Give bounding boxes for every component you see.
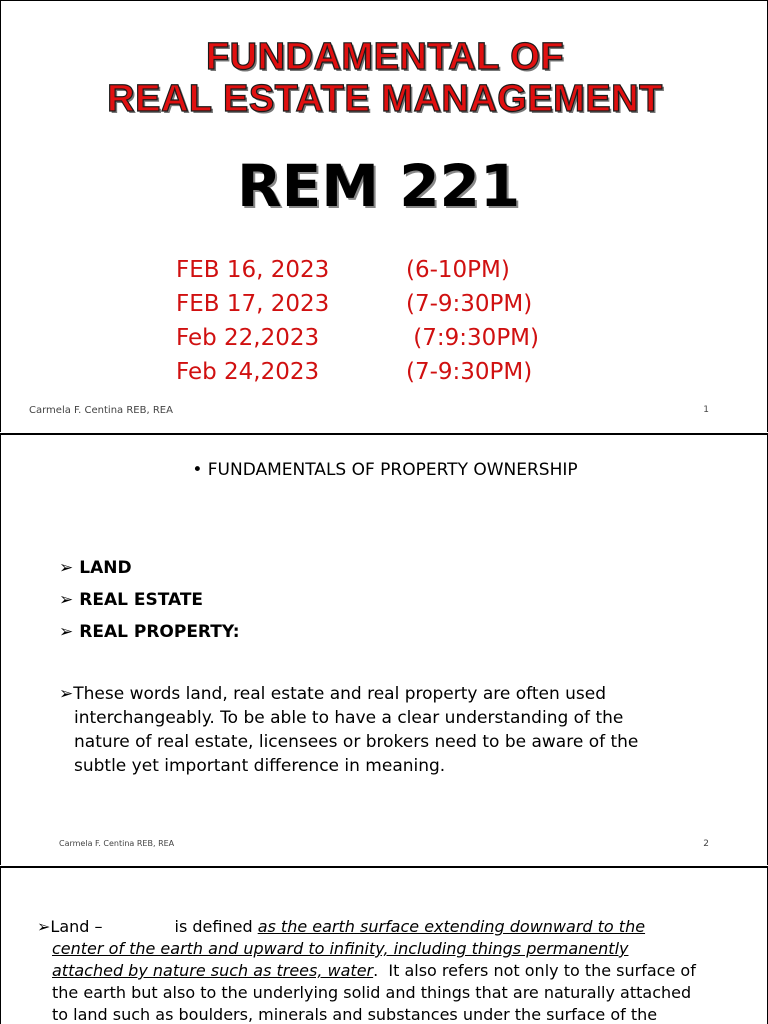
arrow-bullet-icon: ➢ [59, 558, 74, 578]
list-item [59, 555, 240, 587]
footer-author: Carmela F. Centina REB, REA [59, 839, 175, 848]
list-item [59, 619, 240, 651]
arrow-bullet-icon: ➢ [59, 622, 74, 642]
paragraph-line: the earth but also to the underlying solid and things that are naturally attached [52, 983, 692, 1002]
slide-3 [0, 866, 768, 1024]
paragraph-text: . It also refers not only to the surface of [373, 961, 696, 980]
definition-text: center of the earth and upward to infinity, including things permanently [52, 939, 629, 958]
schedule-date: Feb 22,2023 [176, 325, 320, 351]
arrow-bullet-icon: ➢ [59, 684, 74, 704]
paragraph-text: These words land, real estate and real property are often used [73, 684, 607, 704]
schedule-row [176, 253, 596, 287]
schedule-date: FEB 17, 2023 [176, 291, 330, 317]
definition-text: attached by nature such as trees, water [52, 961, 374, 980]
slide-1 [0, 0, 768, 432]
page-number: 2 [703, 839, 709, 849]
paragraph-line: subtle yet important difference in meaning. [74, 756, 446, 776]
paragraph-line [37, 960, 727, 982]
schedule-time: (7-9:30PM) [406, 359, 533, 385]
paragraph-line: nature of real estate, licensees or brokers need to be aware of the [74, 732, 639, 752]
term-list [59, 555, 240, 651]
slide-title [1, 37, 768, 119]
schedule-row [176, 321, 596, 355]
section-heading: • FUNDAMENTALS OF PROPERTY OWNERSHIP [192, 460, 578, 480]
land-definition-paragraph [37, 916, 727, 1024]
course-code: REM 221 [237, 152, 521, 220]
paragraph-first-line [59, 682, 699, 706]
paragraph-line: to land such as boulders, minerals and substances under the surface of the [52, 1005, 658, 1024]
definition-text: as the earth surface extending downward to the [257, 917, 646, 936]
paragraph-line: interchangeably. To be able to have a clear understanding of the [74, 708, 624, 728]
title-line-1: FUNDAMENTAL OF [205, 36, 565, 78]
slide-2 [0, 433, 768, 865]
list-item-label: LAND [79, 558, 132, 578]
schedule-time: (7-9:30PM) [406, 291, 533, 317]
schedule-row [176, 355, 596, 389]
footer-author: Carmela F. Centina REB, REA [29, 405, 173, 416]
list-item-label: REAL PROPERTY: [79, 622, 240, 642]
schedule-list [176, 253, 596, 389]
arrow-bullet-icon: ➢ [59, 590, 74, 610]
term-land: Land – [50, 917, 103, 936]
schedule-row [176, 287, 596, 321]
explanation-paragraph [59, 682, 699, 778]
page-number: 1 [703, 405, 709, 415]
schedule-time: (7:9:30PM) [406, 325, 540, 351]
defined-verb: is defined [174, 917, 258, 936]
paragraph-line [37, 938, 727, 960]
list-item [59, 587, 240, 619]
schedule-date: FEB 16, 2023 [176, 257, 330, 283]
arrow-bullet-icon: ➢ [37, 917, 51, 936]
list-item-label: REAL ESTATE [79, 590, 204, 610]
schedule-time: (6-10PM) [406, 257, 510, 283]
title-line-2: REAL ESTATE MANAGEMENT [107, 78, 663, 120]
schedule-date: Feb 24,2023 [176, 359, 320, 385]
